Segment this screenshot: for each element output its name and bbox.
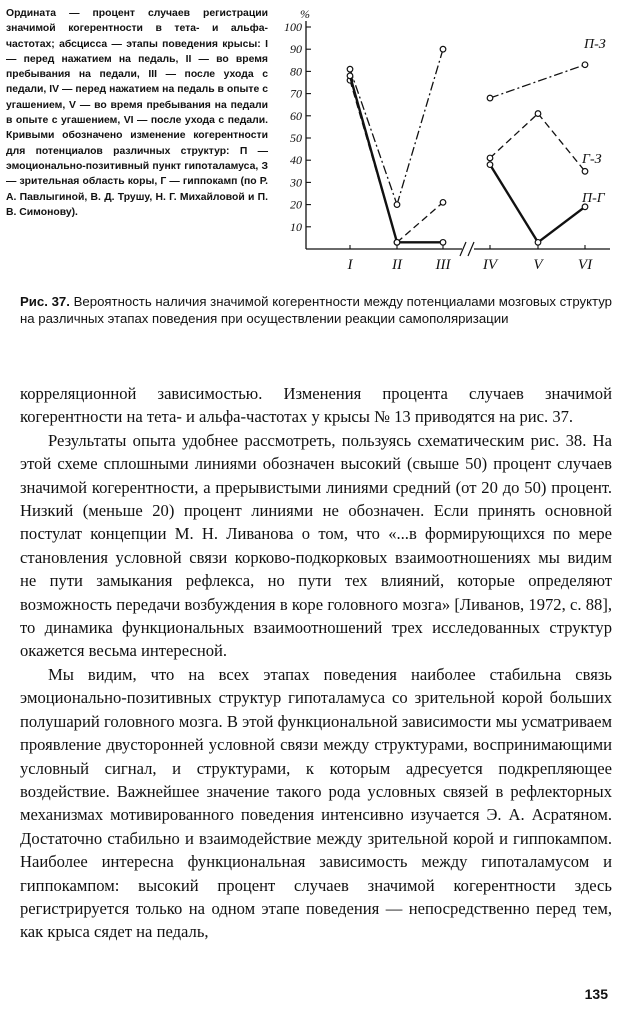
x-tick-label: III [435,257,451,273]
series-line [350,76,397,243]
x-tick-label: VI [577,257,593,273]
caption-text: Вероятность наличия значимой когерентности между потенциалами мозговых структур на различных этапах поведения при осуществлении реакции самополяризации [20,294,612,326]
x-tick-label: IV [482,257,498,273]
paragraph-3: Мы видим, что на всех этапах поведения наиболее стабильна связь эмоционально-позитивных структур гипоталамуса со зрительной корой больших полушарий головного мозга. В этой функциональной зависимости мы усматриваем проявление двусторонней условной связи между структурами, воспринимающими условный сигнал, и структурами, к которым адресуется подкрепляющее воздействие. Важнейшее значение такого рода условных связей в рефлекторных механизмах мотивированного поведения интенсивно изучается Э. А. Асратяном. Достаточно стабильно и взаимодействие между зрительной корой и гиппокампом. Наиболее интересна функциональная зависимость между гипоталамусом и гиппокампом: высокий процент случаев значимой когерентности здесь регистрируется только на одном этапе поведения — непосредственно перед тем, как крыса сядет на педаль, [20,664,612,942]
paragraph-2: Результаты опыта удобнее рассмотреть, пользуясь схематическим рис. 38. На этой схеме сплошными линиями обозначен высокий (свыше 50) процент случаев значимой когерентности, а прерывистыми линиями средний (от 20 до 50) процент. Низкий (меньше 20) процент линиями не обозначен. Если принять основной постулат концепции М. Н. Ливанова о том, что «...в формирующихся по мере становления условной связи корково-подкорковых взаимоотношениях мы видим не пути замыкания рефлекса, но пути тех влияний, которые определяют возможность передачи возбуждения в коре головного мозга» [Ливанов, 1972, с. 88], то динамика функциональных взаимоотношений трех исследованных структур окажется весьма интересной. [20,430,612,661]
y-tick-label: 80 [290,64,302,79]
axis-break-mark [460,242,474,256]
y-tick-label: 50 [290,131,302,145]
series-line [538,114,585,172]
data-point [347,73,353,79]
series-label: П-З [584,37,606,52]
series-line [490,165,538,243]
data-point [440,200,446,206]
y-tick-label: 70 [290,86,302,101]
coherence-chart [270,0,615,290]
data-point [440,46,446,52]
body-text [20,382,612,944]
y-tick-label: 100 [284,20,302,34]
data-point [582,169,588,175]
y-tick-label: 40 [290,153,302,168]
data-point [394,240,400,246]
figure-legend: Ордината — процент случаев регистрации значимой когерентности в тета- и альфа-частотах; абсцисса — этапы поведения крысы: I — перед нажатием на педаль, II — во время пребывания на педали, III — после ухода с педали, IV — перед нажатием на педаль в опыте с угашением, V — во время пребывания на педали в опыте с угашением, VI — после ухода с педали. Кривыми обозначено изменение когерентности для потенциалов различных структур: П — эмоционально-позитивный пункт гипоталамуса, З — зрительная область коры, Г — гиппокамп (по Р. А. Павлыгиной, В. Д. Трушу, Н. Г. Михайловой и П. В. Симонову). [6,8,268,218]
data-point [487,155,493,161]
data-point [582,62,588,68]
y-tick-label: 10 [290,219,302,234]
y-axis-label: % [300,7,310,21]
data-point [487,95,493,101]
y-tick-label: 30 [290,175,302,190]
series-line [397,202,443,242]
data-point [487,162,493,168]
caption-label: Рис. 37. [20,294,70,309]
paragraph-1: корреляционной зависимостью. Изменения процента случаев значимой когерентности на тета- и альфа-частотах у крысы № 13 приводятся на рис. 37. [20,384,612,427]
series-line [538,207,585,243]
data-point [347,66,353,72]
data-point [394,202,400,208]
y-tick-label: 20 [290,197,302,212]
series-line [397,49,443,204]
series-label: П-Г [582,191,605,206]
data-point [535,240,541,246]
page-number: 135 [584,986,608,1002]
x-tick-label: II [392,257,402,273]
series-line [350,69,397,204]
y-tick-label: 60 [290,108,302,123]
data-point [535,111,541,117]
y-tick-label: 90 [290,42,302,57]
series-line [490,65,585,98]
x-tick-label: I [347,257,353,273]
series-label: Г-З [582,152,602,167]
data-point [440,240,446,246]
figure-caption [20,293,612,327]
x-tick-label: V [533,257,543,273]
series-line [490,114,538,158]
